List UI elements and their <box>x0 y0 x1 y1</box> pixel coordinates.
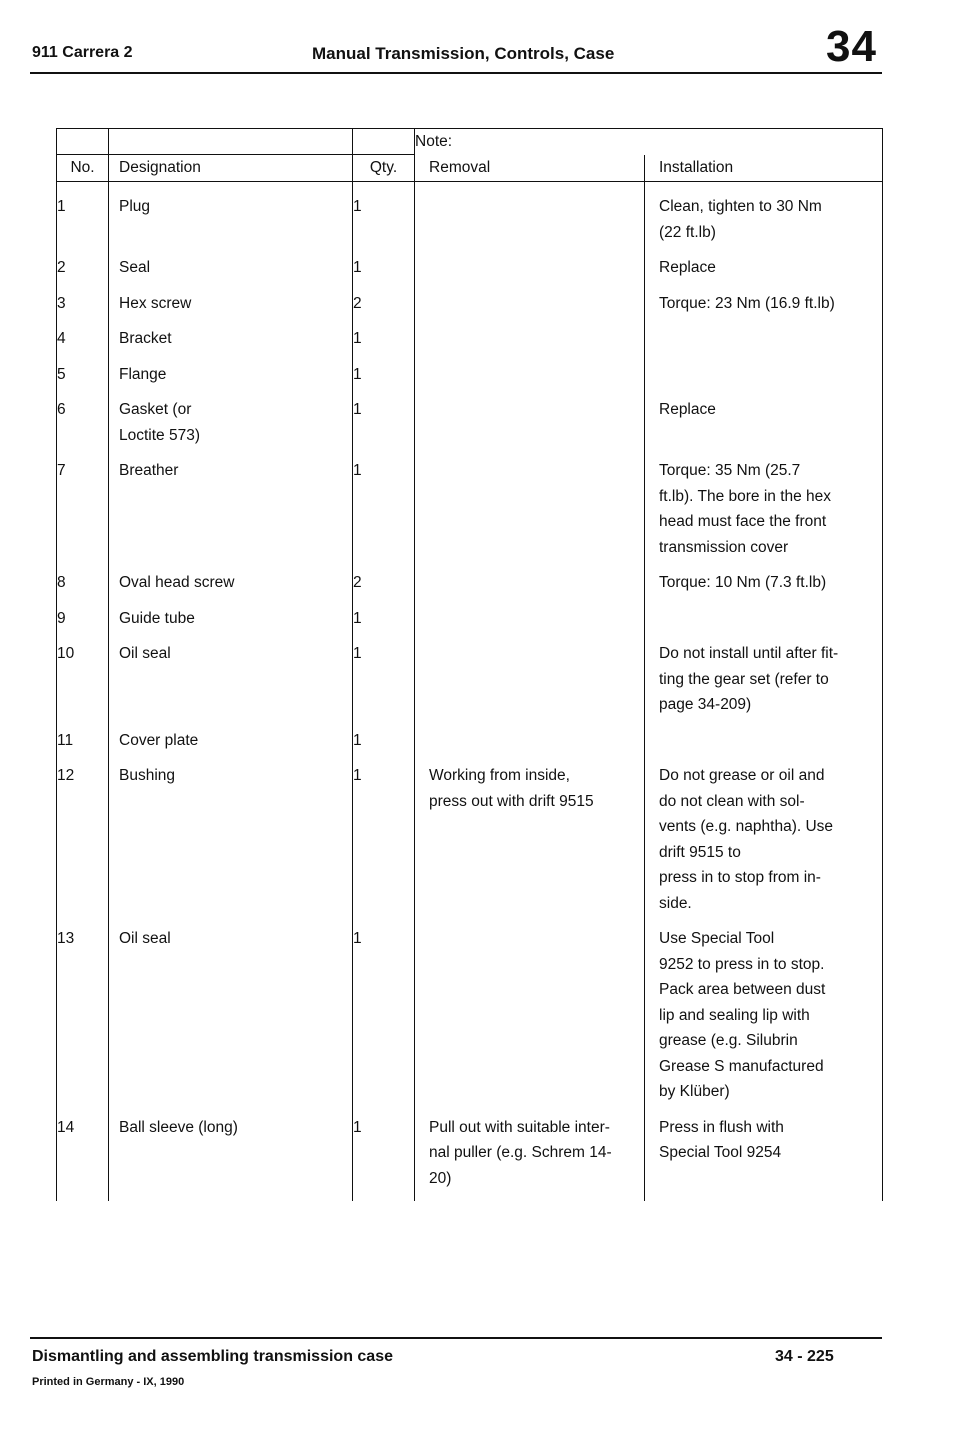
table-row <box>57 641 883 728</box>
cell-qty: 1 <box>353 606 415 642</box>
designation-line: Cover plate <box>119 731 199 749</box>
cell-no: 4 <box>57 326 109 362</box>
cell-designation <box>109 255 353 291</box>
installation-line: drift 9515 to <box>659 843 741 861</box>
installation-line: grease (e.g. Silubrin <box>659 1032 798 1049</box>
table-row <box>57 326 883 362</box>
cell-designation <box>109 728 353 764</box>
header-note: Note: <box>415 129 883 155</box>
installation-line: Press in flush with <box>659 1118 784 1136</box>
installation-line: press in to stop from in- <box>659 869 821 886</box>
table-row <box>57 606 883 642</box>
removal-line: 20) <box>429 1169 452 1187</box>
cell-installation <box>645 926 883 1115</box>
installation-line: Pack area between dust <box>659 981 826 998</box>
cell-no: 8 <box>57 570 109 606</box>
removal-line: Working from inside, <box>429 767 570 784</box>
cell-qty: 1 <box>353 728 415 764</box>
header-qty: Qty. <box>353 155 415 182</box>
table-row <box>57 1115 883 1202</box>
cell-qty: 1 <box>353 926 415 1115</box>
table-row <box>57 728 883 764</box>
designation-line: Oil seal <box>119 645 171 662</box>
parts-table-body <box>57 182 883 1202</box>
installation-line: Clean, tighten to 30 Nm <box>659 198 822 215</box>
cell-no: 6 <box>57 397 109 458</box>
removal-line: nal puller (e.g. Schrem 14- <box>429 1144 612 1161</box>
cell-designation <box>109 182 353 256</box>
parts-table <box>56 128 883 1201</box>
cell-qty: 1 <box>353 255 415 291</box>
installation-line: side. <box>659 894 692 912</box>
cell-no: 14 <box>57 1115 109 1202</box>
header-model: 911 Carrera 2 <box>32 44 133 61</box>
header-designation: Designation <box>109 155 353 182</box>
cell-installation <box>645 291 883 327</box>
removal-line: Pull out with suitable inter- <box>429 1118 610 1136</box>
footer-rule <box>30 1337 882 1339</box>
table-row <box>57 255 883 291</box>
installation-line: Use Special Tool <box>659 930 775 947</box>
installation-line: lip and sealing lip with <box>659 1006 810 1024</box>
footer-page-number: 34 - 225 <box>775 1348 834 1365</box>
cell-removal <box>415 763 645 926</box>
installation-line: Grease S manufactured <box>659 1057 824 1075</box>
installation-line: Torque: 35 Nm (25.7 <box>659 462 801 479</box>
table-row <box>57 362 883 398</box>
cell-no: 11 <box>57 728 109 764</box>
header-group-number: 34 <box>826 22 877 71</box>
cell-no: 3 <box>57 291 109 327</box>
cell-installation <box>645 570 883 606</box>
cell-removal <box>415 926 645 1115</box>
designation-line: Oil seal <box>119 930 171 947</box>
cell-qty: 1 <box>353 397 415 458</box>
installation-line: ft.lb). The bore in the hex <box>659 487 832 505</box>
cell-no: 10 <box>57 641 109 728</box>
installation-line: (22 ft.lb) <box>659 223 716 241</box>
cell-installation <box>645 362 883 398</box>
cell-installation <box>645 458 883 570</box>
designation-line: Bushing <box>119 767 176 784</box>
cell-removal <box>415 397 645 458</box>
cell-designation <box>109 362 353 398</box>
installation-line: 9252 to press in to stop. <box>659 955 825 973</box>
cell-designation <box>109 326 353 362</box>
cell-designation <box>109 606 353 642</box>
cell-removal <box>415 641 645 728</box>
cell-designation <box>109 926 353 1115</box>
cell-qty: 1 <box>353 182 415 256</box>
header-cell-qty-top <box>353 129 415 155</box>
installation-line: Do not install until after fit- <box>659 645 839 662</box>
footer-title: Dismantling and assembling transmission case <box>32 1348 393 1365</box>
installation-line: Special Tool 9254 <box>659 1144 782 1161</box>
table-row <box>57 763 883 926</box>
cell-qty: 1 <box>353 326 415 362</box>
header-cell-no-top <box>57 129 109 155</box>
cell-removal <box>415 728 645 764</box>
table-row <box>57 458 883 570</box>
cell-no: 12 <box>57 763 109 926</box>
header-no: No. <box>57 155 109 182</box>
cell-removal <box>415 362 645 398</box>
header-cell-designation-top <box>109 129 353 155</box>
cell-removal <box>415 255 645 291</box>
cell-installation <box>645 641 883 728</box>
cell-designation <box>109 1115 353 1202</box>
installation-line: by Klüber) <box>659 1083 730 1100</box>
cell-designation <box>109 397 353 458</box>
designation-line: Flange <box>119 365 167 383</box>
cell-no: 9 <box>57 606 109 642</box>
cell-qty: 2 <box>353 291 415 327</box>
cell-removal <box>415 182 645 256</box>
installation-line: page 34-209) <box>659 696 752 713</box>
installation-line: Torque: 23 Nm (16.9 ft.lb) <box>659 294 835 312</box>
designation-line: Seal <box>119 259 151 276</box>
installation-line: vents (e.g. naphtha). Use <box>659 818 834 835</box>
designation-line: Gasket (or <box>119 401 192 418</box>
cell-installation <box>645 1115 883 1202</box>
designation-line: Bracket <box>119 330 172 347</box>
footer-printed: Printed in Germany - IX, 1990 <box>32 1376 185 1388</box>
cell-designation <box>109 291 353 327</box>
table-row <box>57 291 883 327</box>
cell-no: 5 <box>57 362 109 398</box>
installation-line: head must face the front <box>659 513 827 530</box>
cell-designation <box>109 458 353 570</box>
cell-qty: 1 <box>353 763 415 926</box>
table-row <box>57 182 883 256</box>
installation-line: Replace <box>659 259 716 276</box>
designation-line: Oval head screw <box>119 574 235 591</box>
table-row <box>57 570 883 606</box>
designation-line: Loctite 573) <box>119 426 200 444</box>
designation-line: Hex screw <box>119 294 192 312</box>
cell-no: 2 <box>57 255 109 291</box>
designation-line: Plug <box>119 198 151 215</box>
header-title: Manual Transmission, Controls, Case <box>312 44 615 63</box>
designation-line: Breather <box>119 462 179 479</box>
cell-installation <box>645 255 883 291</box>
installation-line: Torque: 10 Nm (7.3 ft.lb) <box>659 574 827 591</box>
cell-no: 1 <box>57 182 109 256</box>
installation-line: do not clean with sol- <box>659 792 805 810</box>
cell-installation <box>645 397 883 458</box>
header-rule <box>30 72 882 74</box>
cell-designation <box>109 763 353 926</box>
cell-no: 13 <box>57 926 109 1115</box>
cell-installation <box>645 763 883 926</box>
cell-removal <box>415 326 645 362</box>
cell-no: 7 <box>57 458 109 570</box>
cell-qty: 2 <box>353 570 415 606</box>
cell-removal <box>415 291 645 327</box>
table-row <box>57 926 883 1115</box>
removal-line: press out with drift 9515 <box>429 792 594 810</box>
cell-qty: 1 <box>353 458 415 570</box>
cell-removal <box>415 458 645 570</box>
cell-designation <box>109 641 353 728</box>
table-row <box>57 397 883 458</box>
cell-designation <box>109 570 353 606</box>
designation-line: Guide tube <box>119 609 195 627</box>
installation-line: transmission cover <box>659 538 789 556</box>
installation-line: ting the gear set (refer to <box>659 670 829 688</box>
installation-line: Replace <box>659 401 716 418</box>
cell-qty: 1 <box>353 641 415 728</box>
cell-removal <box>415 570 645 606</box>
cell-installation <box>645 326 883 362</box>
cell-removal <box>415 1115 645 1202</box>
cell-qty: 1 <box>353 1115 415 1202</box>
installation-line: Do not grease or oil and <box>659 767 825 784</box>
cell-qty: 1 <box>353 362 415 398</box>
header-removal: Removal <box>415 155 645 182</box>
header-installation: Installation <box>645 155 883 182</box>
cell-installation <box>645 606 883 642</box>
designation-line: Ball sleeve (long) <box>119 1118 238 1136</box>
cell-installation <box>645 728 883 764</box>
cell-removal <box>415 606 645 642</box>
cell-installation <box>645 182 883 256</box>
